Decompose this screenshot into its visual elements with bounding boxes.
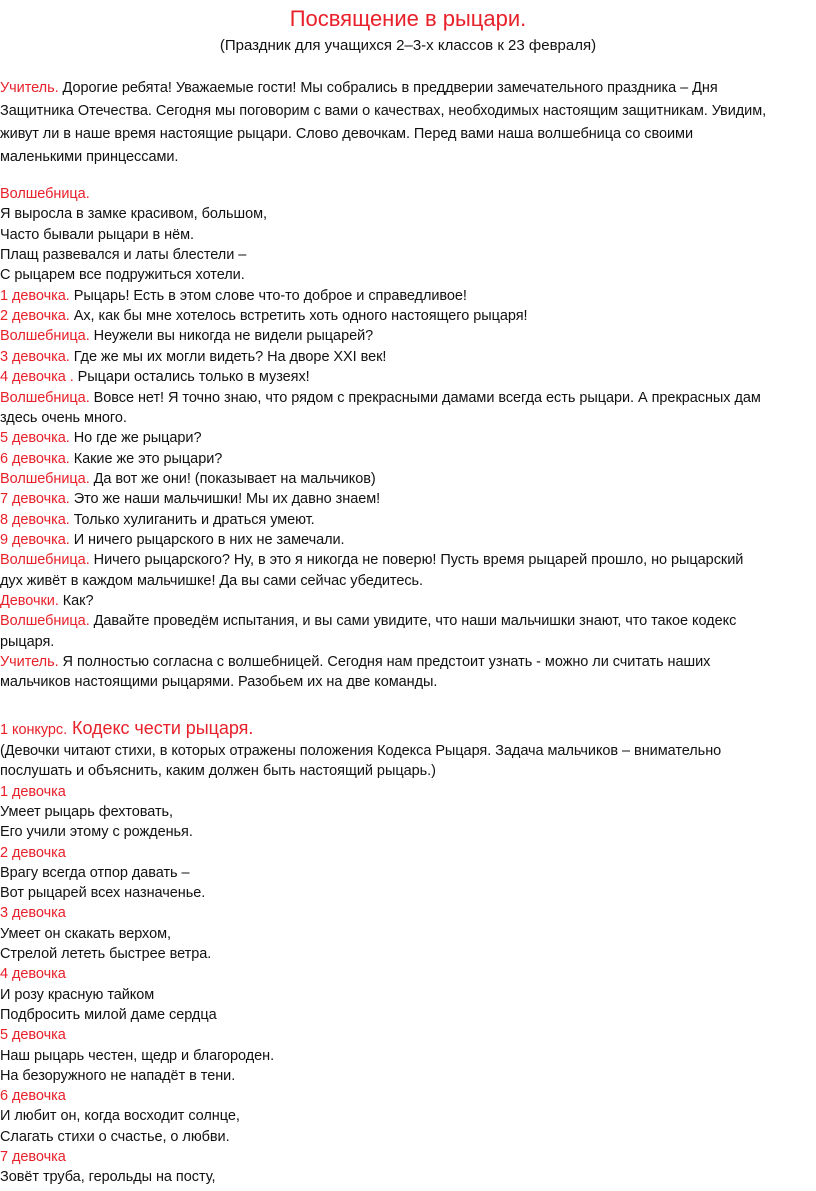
text-line: [0, 944, 814, 964]
text-line: [0, 1147, 814, 1167]
contest-heading: [0, 718, 814, 740]
text-line: [0, 78, 814, 98]
text-line: [0, 530, 814, 550]
line-text: маленькими принцессами.: [0, 149, 179, 165]
text-line: [0, 611, 814, 631]
line-text: Но где же рыцари?: [69, 430, 202, 447]
text-line: [0, 782, 814, 802]
line-text: Часто бывали рыцари в нём.: [0, 226, 195, 243]
text-line: [0, 245, 814, 265]
text-line: [0, 985, 814, 1005]
text-line: [0, 1066, 814, 1086]
line-text: И ничего рыцарского в них не замечали.: [69, 531, 345, 548]
text-line: [0, 449, 814, 469]
speaker-label: Волшебница.: [0, 186, 90, 202]
text-line: [0, 1127, 814, 1147]
line-text: Рыцари остались только в музеях!: [73, 369, 310, 386]
line-text: Зовёт труба, герольды на посту,: [0, 1169, 216, 1186]
speaker-label: 7 девочка.: [0, 491, 70, 508]
speaker-label: 3 девочка: [0, 905, 66, 922]
text-line: [0, 124, 814, 144]
speaker-label: 1 девочка.: [0, 287, 70, 304]
line-text: Умеет рыцарь фехтовать,: [0, 803, 174, 820]
speaker-label: 5 девочка: [0, 1027, 66, 1044]
speaker-label: 5 девочка.: [0, 430, 70, 447]
text-line: [0, 1106, 814, 1126]
text-line: [0, 225, 814, 245]
text-line: [0, 964, 814, 984]
text-line: [0, 591, 814, 611]
line-text: Наш рыцарь честен, щедр и благороден.: [0, 1047, 275, 1064]
text-line: [0, 489, 814, 509]
text-line: [0, 510, 814, 530]
speaker-label: Волшебница.: [0, 470, 90, 487]
text-line: [0, 672, 814, 692]
line-text: Давайте проведём испытания, и вы сами увидите, что наши мальчишки знают, что такое кодекс: [89, 613, 737, 630]
speaker-label: 4 девочка: [0, 966, 66, 983]
line-text: Как?: [58, 593, 94, 609]
text-line: [0, 571, 814, 591]
text-line: [0, 550, 814, 570]
text-line: [0, 1046, 814, 1066]
text-line: [0, 761, 814, 781]
text-line: [0, 388, 814, 408]
document-subtitle: (Праздник для учащихся 2–3-х классов к 23 февраля): [219, 37, 597, 54]
line-text: С рыцарем все подружиться хотели.: [0, 267, 245, 284]
speaker-label: 8 девочка.: [0, 511, 70, 528]
line-text: Подбросить милой даме сердца: [0, 1006, 217, 1023]
speaker-label: 1 девочка: [0, 783, 66, 800]
text-line: [0, 1167, 814, 1187]
line-text: Какие же это рыцари?: [69, 450, 223, 467]
speaker-label: Волшебница.: [0, 613, 90, 630]
text-line: [0, 101, 814, 121]
line-text: живут ли в наше время настоящие рыцари. Слово девочкам. Перед вами наша волшебница со своими: [0, 126, 694, 142]
line-text: Это же наши мальчишки! Мы их давно знаем!: [69, 491, 381, 508]
speaker-label: Волшебница.: [0, 389, 90, 406]
line-text: Я выросла в замке красивом, большом,: [0, 206, 267, 223]
speaker-label: Учитель.: [0, 80, 59, 96]
document-title: Посвящение в рыцари.: [289, 6, 527, 31]
speaker-label: Волшебница.: [0, 552, 90, 569]
text-line: [0, 367, 814, 387]
line-text: послушать и объяснить, каким должен быть настоящий рыцарь.): [0, 763, 436, 780]
line-text: здесь очень много.: [0, 409, 127, 426]
speaker-label: 6 девочка: [0, 1088, 66, 1105]
speaker-label: Девочки.: [0, 593, 59, 609]
text-line: [0, 843, 814, 863]
text-line: [0, 1086, 814, 1106]
line-text: На безоружного не нападёт в тени.: [0, 1067, 236, 1084]
speaker-label: 6 девочка.: [0, 450, 70, 467]
line-text: Ничего рыцарского? Ну, в это я никогда не поверю! Пусть время рыцарей прошло, но рыцарский: [89, 552, 744, 569]
text-line: [0, 326, 814, 346]
contest-title: Кодекс чести рыцаря.: [67, 718, 254, 738]
line-text: рыцаря.: [0, 633, 55, 650]
text-line: [0, 741, 814, 761]
text-line: [0, 1025, 814, 1045]
speaker-label: 3 девочка.: [0, 348, 70, 365]
speaker-label: Учитель.: [0, 654, 59, 671]
text-line: [0, 883, 814, 903]
line-text: Рыцарь! Есть в этом слове что-то доброе и справедливое!: [69, 287, 467, 304]
text-line: [0, 822, 814, 842]
line-text: Его учили этому с рожденья.: [0, 824, 193, 841]
line-text: Слагать стихи о счастье, о любви.: [0, 1128, 230, 1145]
text-line: [0, 147, 814, 167]
line-text: Вовсе нет! Я точно знаю, что рядом с прекрасными дамами всегда есть рыцари. А прекрасных дам: [89, 389, 761, 406]
speaker-label: Волшебница.: [0, 328, 90, 345]
line-text: И розу красную тайком: [0, 986, 155, 1003]
speaker-label: 2 девочка: [0, 844, 66, 861]
line-text: (Девочки читают стихи, в которых отражены положения Кодекса Рыцаря. Задача мальчиков – внимательно: [0, 743, 722, 759]
line-text: Только хулиганить и драться умеют.: [69, 511, 315, 528]
line-text: Ах, как бы мне хотелось встретить хоть одного настоящего рыцаря!: [69, 308, 528, 325]
line-text: Плащ развевался и латы блестели –: [0, 247, 247, 264]
text-line: [0, 469, 814, 489]
line-text: Неужели вы никогда не видели рыцарей?: [89, 328, 374, 345]
text-line: [0, 903, 814, 923]
line-text: Врагу всегда отпор давать –: [0, 864, 190, 881]
text-line: [0, 428, 814, 448]
text-line: [0, 802, 814, 822]
text-line: [0, 184, 814, 204]
text-line: [0, 652, 814, 672]
line-text: дух живёт в каждом мальчишке! Да вы сами сейчас убедитесь.: [0, 572, 424, 589]
line-text: Стрелой лететь быстрее ветра.: [0, 946, 212, 962]
line-text: И любит он, когда восходит солнце,: [0, 1108, 240, 1125]
text-line: [0, 924, 814, 944]
text-line: [0, 408, 814, 428]
line-text: Вот рыцарей всех назначенье.: [0, 885, 206, 902]
text-line: [0, 863, 814, 883]
speaker-label: 4 девочка .: [0, 369, 74, 386]
text-line: [0, 265, 814, 285]
text-line: [0, 306, 814, 326]
speaker-label: 9 девочка.: [0, 531, 70, 548]
line-text: мальчиков настоящими рыцарями. Разобьем их на две команды.: [0, 674, 438, 691]
text-line: [0, 286, 814, 306]
speaker-label: 7 девочка: [0, 1149, 66, 1165]
line-text: Да вот же они! (показывает на мальчиков): [89, 470, 376, 487]
line-text: Защитника Отечества. Сегодня мы поговорим с вами о качествах, необходимых настоящим защитникам. Увидим,: [0, 103, 767, 119]
text-line: [0, 632, 814, 652]
text-line: [0, 1005, 814, 1025]
line-text: Я полностью согласна с волшебницей. Сегодня нам предстоит узнать - можно ли считать наших: [58, 654, 711, 671]
line-text: Где же мы их могли видеть? На дворе XXI век!: [69, 348, 387, 365]
line-text: Умеет он скакать верхом,: [0, 925, 172, 942]
line-text: Дорогие ребята! Уважаемые гости! Мы собрались в преддверии замечательного праздника – Дня: [58, 80, 718, 96]
contest-number: 1 конкурс.: [0, 722, 68, 738]
speaker-label: 2 девочка.: [0, 308, 70, 325]
text-line: [0, 347, 814, 367]
text-line: [0, 204, 814, 224]
